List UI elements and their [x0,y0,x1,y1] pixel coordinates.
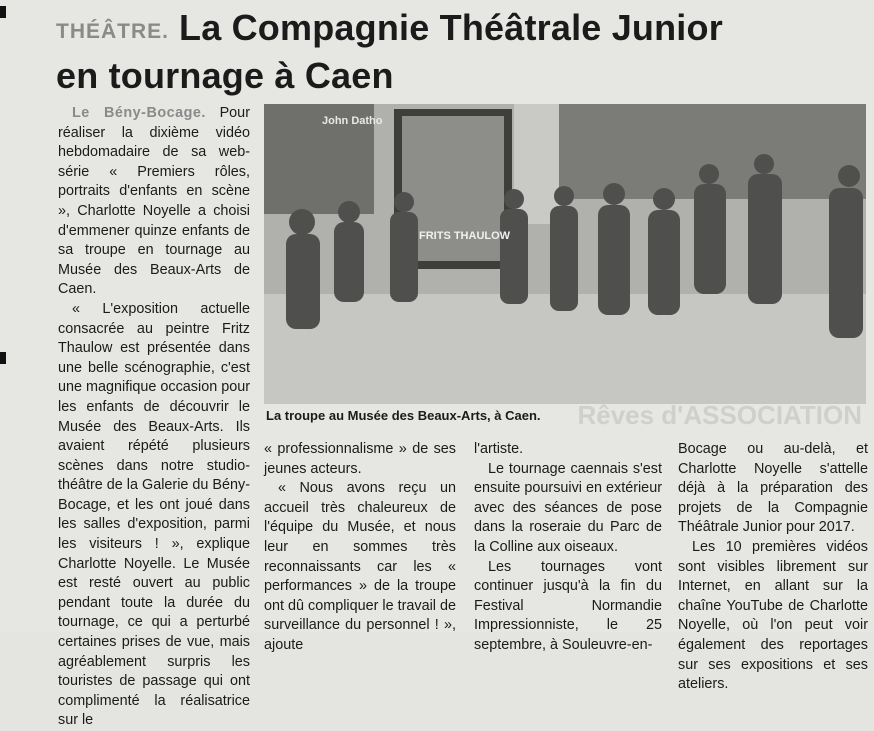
paragraph: « professionnalisme » de ses jeunes acteurs. [264,441,456,477]
headline-line-2: en tournage à Caen [56,55,394,96]
headline [56,6,856,98]
article-column-2 [264,440,456,656]
paragraph: Les 10 premières vidéos sont visibles librement sur Internet, en allant sur la chaîne YouTube de Charlotte Noyelle, où l'on peut voir également des reportages sur ses expositions et ses ateliers. [678,538,868,693]
article-column-3 [474,440,662,656]
poster-title: FRITS THAULOW [419,230,511,242]
bleed-through-text: Rêves d'ASSOCIATION [577,400,862,430]
scan-edge-mark [0,352,6,364]
paragraph: Le tournage caennais s'est ensuite poursuivi en extérieur avec des séances de pose dans la roseraie du Parc de la Colline aux oiseaux. [474,460,662,555]
section-kicker: THÉÂTRE. [56,20,169,43]
paragraph: Pour réaliser la dixième vidéo hebdomadaire de sa web-série « Premiers rôles, portraits d'enfants en scène », Charlotte Noyelle a choisi d'emmener quinze enfants de sa troupe en tournage au Musée des Beaux-Arts de Caen. [58,105,250,298]
paragraph: « L'exposition actuelle consacrée au peintre Fritz Thaulow est présentée dans une belle scénographie, c'est une magnifique occasion pour les enfants de découvrir le Musée des Beaux-Arts. Ils avaient répété plusieurs scènes dans notre studio-théâtre de la Galerie du Bény-Bocage, et les ont joué dans les salles d'exposition, parmi les visiteurs ! », explique Charlotte Noyelle. Le Musée est resté ouvert au public pendant toute la durée du tournage, ce qui a perturbé certaines prises de vue, mais agréablement surpris les touristes de passage qui ont complimenté la réalisatrice sur le [58,300,251,729]
scan-edge-mark [0,6,6,18]
dateline: Le Bény-Bocage. [72,105,206,121]
article-column-4 [678,440,868,695]
poster-name: John Datho [322,115,383,127]
paragraph: « Nous avons reçu un accueil très chaleureux de l'équipe du Musée, et nous leur en sommes très reconnaissants car les « performances » de la troupe ont dû compliquer le travail de surveillance du personnel ! », ajoute [264,480,456,653]
paragraph: l'artiste. [474,441,524,457]
article-column-1 [58,104,250,731]
photo-caption: La troupe au Musée des Beaux-Arts, à Caen. [266,408,541,423]
headline-line-1: La Compagnie Théâtrale Junior [179,7,723,48]
troupe-photo [264,104,866,404]
article-photo [264,104,866,404]
paragraph: Bocage ou au-delà, et Charlotte Noyelle s'attelle déjà à la préparation des projets de la Compagnie Théâtrale Junior pour 2017. [678,441,868,536]
paragraph: Les tournages vont continuer jusqu'à la fin du Festival Normandie Impressionniste, le 25 septembre, à Souleuvre-en- [474,558,662,653]
